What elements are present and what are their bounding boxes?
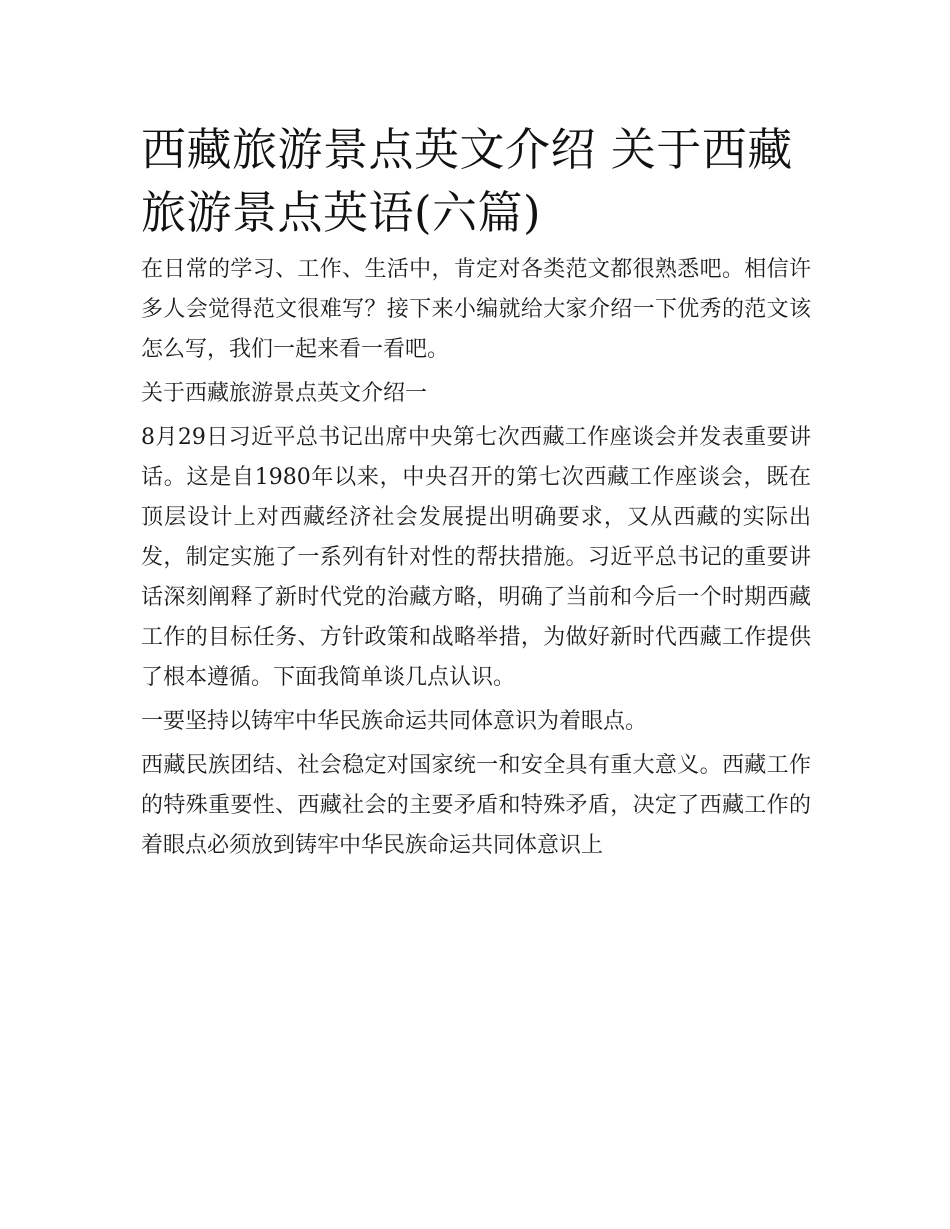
subheading: 一要坚持以铸牢中华民族命运共同体意识为着眼点。 <box>141 709 648 734</box>
intro-paragraph: 在日常的学习、工作、生活中，肯定对各类范文都很熟悉吧。相信许多人会觉得范文很难写？接下来小编就给大家介绍一下优秀的范文该怎么写，我们一起来看一看吧。 <box>141 257 811 362</box>
document-title: 西藏旅游景点英文介绍 关于西藏旅游景点英语(六篇) <box>141 123 793 239</box>
document-page <box>141 118 811 870</box>
body-paragraph: 西藏民族团结、社会稳定对国家统一和安全具有重大意义。西藏工作的特殊重要性、西藏社会的主要矛盾和特殊矛盾，决定了西藏工作的着眼点必须放到铸牢中华民族命运共同体意识上 <box>141 753 811 858</box>
body-paragraph: 8月29日习近平总书记出席中央第七次西藏工作座谈会并发表重要讲话。这是自1980年以来，中央召开的第七次西藏工作座谈会，既在顶层设计上对西藏经济社会发展提出明确要求，又从西藏的实际出发，制定实施了一系列有针对性的帮扶措施。习近平总书记的重要讲话深刻阐释了新时代党的治藏方略，明确了当前和今后一个时期西藏工作的目标任务、方针政策和战略举措，为做好新时代西藏工作提供了根本遵循。下面我简单谈几点认识。 <box>141 425 811 690</box>
section-heading: 关于西藏旅游景点英文介绍一 <box>141 381 428 406</box>
